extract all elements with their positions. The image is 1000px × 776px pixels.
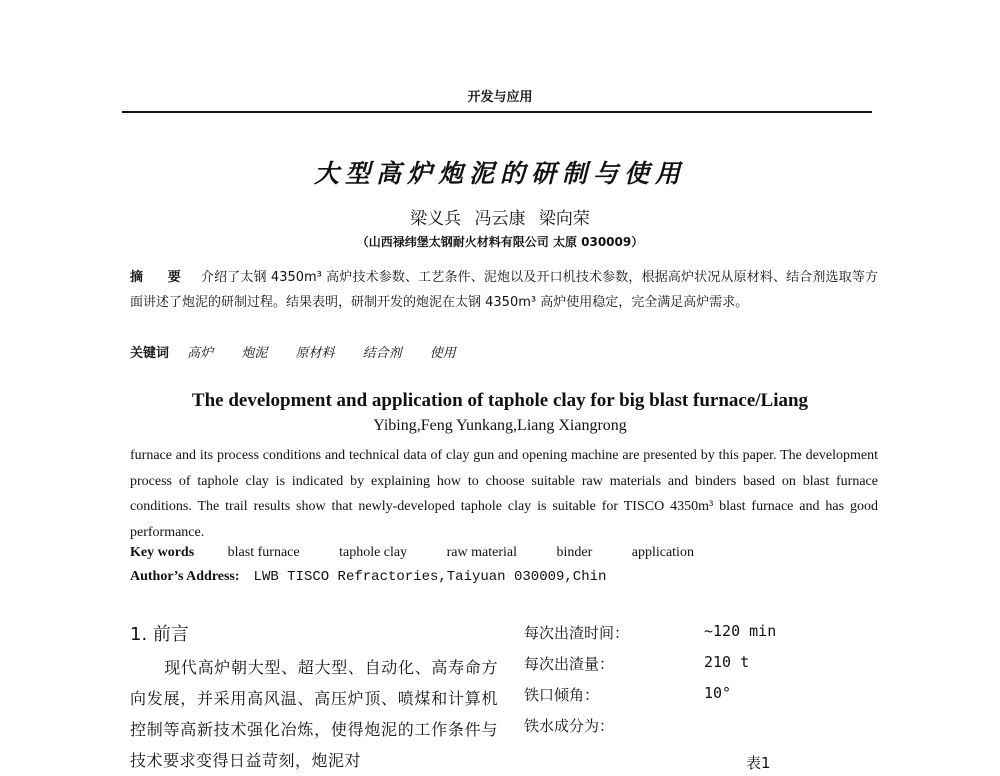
keyword-en: raw material — [446, 545, 517, 560]
address-label: Author’s Address: — [130, 569, 240, 584]
param-row — [524, 715, 884, 746]
keyword-cn: 结合剂 — [362, 346, 402, 361]
section-title: 1. 前言 — [130, 624, 189, 645]
keyword-cn: 炮泥 — [241, 346, 268, 361]
authors-cn: 梁义兵 冯云康 梁向荣 — [410, 209, 590, 229]
keywords-en-label: Key words — [130, 545, 195, 560]
keyword-cn: 原材料 — [295, 346, 335, 361]
param-row — [524, 622, 884, 653]
abstract-cn-label: 摘 要 — [130, 270, 191, 285]
paper-title-en: The development and application of taphole clay for big blast furnace/Liang — [191, 390, 809, 411]
param-label: 铁口倾角： — [524, 686, 600, 704]
param-label: 每次出渣时间： — [524, 624, 630, 642]
keyword-cn: 高炉 — [187, 346, 214, 361]
abstract-cn-text: 介绍了太钢 4350m³ 高炉技术参数、工艺条件、泥炮以及开口机技术参数，根据高炉状况从原材料、结合剂选取等方面讲述了炮泥的研制过程。结果表明，研制开发的炮泥在太钢 4350m³ 高炉使用稳定，完全满足高炉需求。 — [130, 270, 878, 310]
keyword-en: binder — [556, 545, 593, 560]
affiliation-cn: （山西禄纬堡太钢耐火材料有限公司 太原 030009） — [356, 235, 644, 249]
keyword-cn: 使用 — [429, 346, 456, 361]
param-value: 10° — [704, 684, 732, 702]
authors-en: Yibing,Feng Yunkang,Liang Xiangrong — [373, 417, 627, 434]
param-row — [524, 684, 884, 715]
keyword-en: application — [631, 545, 694, 560]
param-label: 铁水成分为： — [524, 717, 615, 735]
author-address — [130, 569, 606, 585]
param-value: ~120 min — [704, 622, 777, 640]
keyword-en: blast furnace — [227, 545, 300, 560]
header-rule — [122, 111, 872, 113]
table-caption: 表1 — [746, 754, 771, 772]
abstract-cn — [130, 265, 878, 315]
param-value: 210 t — [704, 653, 750, 671]
keywords-cn-label: 关键词 — [130, 346, 170, 361]
param-label: 每次出渣量： — [524, 655, 615, 673]
param-row — [524, 653, 884, 684]
keyword-en: taphole clay — [339, 545, 408, 560]
body-paragraph-text: 现代高炉朝大型、超大型、自动化、高寿命方向发展，并采用高风温、高压炉顶、喷煤和计算机控制等高新技术强化冶炼，使得炮泥的工作条件与技术要求变得日益苛刻，炮泥对 — [130, 658, 498, 770]
furnace-params — [524, 622, 884, 746]
address-value: LWB TISCO Refractories,Taiyuan 030009,Chin — [253, 569, 607, 585]
running-header: 开发与应用 — [467, 90, 533, 105]
abstract-en: furnace and its process conditions and technical data of clay gun and opening machine are presented by this paper. The development process of taphole clay is indicated by explaining how to choose suitable raw materials and binders based on blast furnace conditions. The trail results show that newly-developed taphole clay is suitable for TISCO 4350m³ blast furnace and has good performance. — [130, 448, 878, 540]
keywords-cn — [130, 342, 480, 361]
keywords-en — [130, 545, 730, 561]
body-paragraph — [130, 652, 498, 776]
paper-title-cn: 大型高炉炮泥的研制与使用 — [313, 159, 686, 188]
